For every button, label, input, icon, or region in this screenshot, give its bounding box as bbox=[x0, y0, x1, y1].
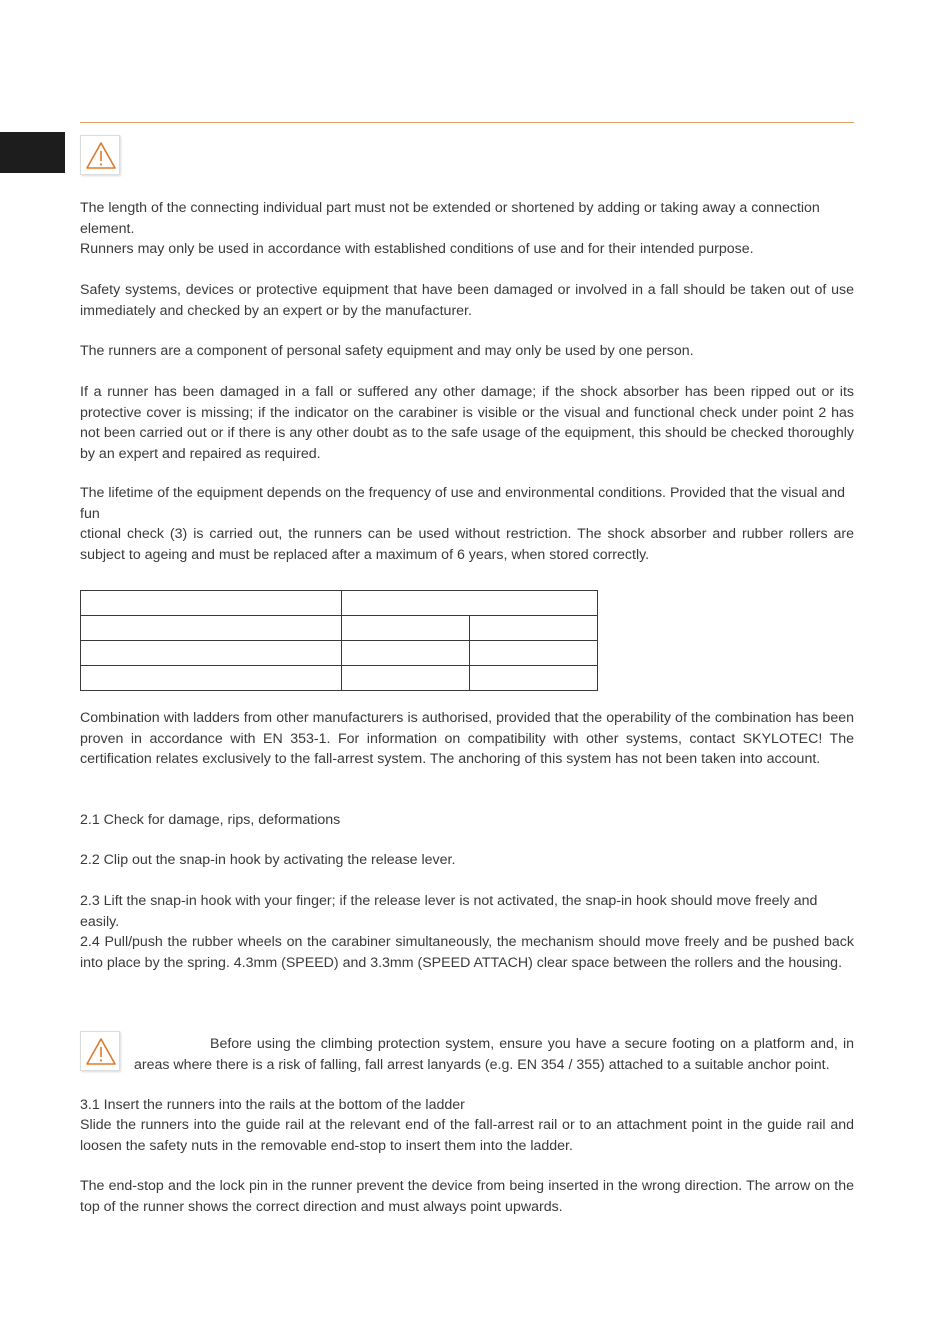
step-2-1: 2.1 Check for damage, rips, deformations bbox=[80, 812, 341, 828]
paragraph-lifetime bbox=[80, 483, 854, 565]
table-cell bbox=[342, 591, 598, 616]
paragraph-damage-check: If a runner has been damaged in a fall or suffered any other damage; if the shock absorber has been ripped out or its protective cover is missing; if the indicator on the carabiner is visible or the visual and functional check under point 2 has not been carried out or if there is any other doubt as to the safe usage of the equipment, this should be checked thoroughly by an expert and repaired as required. bbox=[80, 384, 854, 462]
table-cell bbox=[470, 616, 598, 641]
compatibility-table bbox=[80, 590, 598, 691]
paragraph-damaged-equipment: Safety systems, devices or protective equipment that have been damaged or involved in a fall should be taken out of use immediately and checked by an expert or by the manufacturer. bbox=[80, 282, 854, 319]
step-3-1-body: Slide the runners into the guide rail at the relevant end of the fall-arrest rail or to an attachment point in the guide rail and loosen the safety nuts in the removable end-stop to insert them into the ladder. bbox=[80, 1117, 854, 1154]
table-cell bbox=[470, 641, 598, 666]
table-cell bbox=[342, 666, 470, 691]
paragraph-lifetime-line1: The lifetime of the equipment depends on the frequency of use and environmental conditions. Provided that the visual and fun bbox=[80, 485, 846, 522]
table-row bbox=[81, 641, 598, 666]
paragraph-intended-use: Runners may only be used in accordance with established conditions of use and for their intended purpose. bbox=[80, 241, 754, 257]
table-cell bbox=[342, 616, 470, 641]
table-cell bbox=[342, 641, 470, 666]
table-cell bbox=[470, 666, 598, 691]
step-2-4: 2.4 Pull/push the rubber wheels on the carabiner simultaneously, the mechanism should move freely and be pushed back into place by the spring. 4.3mm (SPEED) and 3.3mm (SPEED ATTACH) clear space between the rollers and the housing. bbox=[80, 934, 854, 971]
warning-secure-footing: Before using the climbing protection system, ensure you have a secure footing on a platform and, in areas where there is a risk of falling, fall arrest lanyards (e.g. EN 354 / 355) attached to a suitable anchor point. bbox=[134, 1036, 854, 1073]
table-row bbox=[81, 666, 598, 691]
step-2-2: 2.2 Clip out the snap-in hook by activating the release lever. bbox=[80, 852, 456, 868]
warning-triangle-icon bbox=[80, 135, 120, 175]
table-cell bbox=[81, 641, 342, 666]
step-2-3: 2.3 Lift the snap-in hook with your finger; if the release lever is not activated, the snap-in hook should move freely and easily. bbox=[80, 893, 818, 930]
paragraph-combination: Combination with ladders from other manufacturers is authorised, provided that the operability of the combination has been proven in accordance with EN 353-1. For information on compatibility with other systems, contact SKYLOTEC! The certification relates exclusively to the fall-arrest system. The anchoring of this system has not been taken into account. bbox=[80, 710, 854, 767]
table-row bbox=[81, 616, 598, 641]
warning-triangle-icon bbox=[80, 1031, 120, 1071]
step-3-1-title: 3.1 Insert the runners into the rails at the bottom of the ladder bbox=[80, 1097, 465, 1113]
language-tab bbox=[0, 132, 65, 173]
table-cell bbox=[81, 616, 342, 641]
paragraph-one-person: The runners are a component of personal safety equipment and may only be used by one person. bbox=[80, 343, 694, 359]
table-row bbox=[81, 591, 598, 616]
paragraph-lifetime-line2: ctional check (3) is carried out, the runners can be used without restriction. The shock absorber and rubber rollers are subject to ageing and must be replaced after a maximum of 6 years, when stored correctly. bbox=[80, 526, 854, 563]
table-cell bbox=[81, 591, 342, 616]
paragraph-end-stop: The end-stop and the lock pin in the runner prevent the device from being inserted in the wrong direction. The arrow on the top of the runner shows the correct direction and must always point upwards. bbox=[80, 1178, 854, 1215]
header-rule bbox=[80, 122, 854, 123]
paragraph-connection-length: The length of the connecting individual part must not be extended or shortened by adding or taking away a connection element. bbox=[80, 200, 820, 237]
table-cell bbox=[81, 666, 342, 691]
